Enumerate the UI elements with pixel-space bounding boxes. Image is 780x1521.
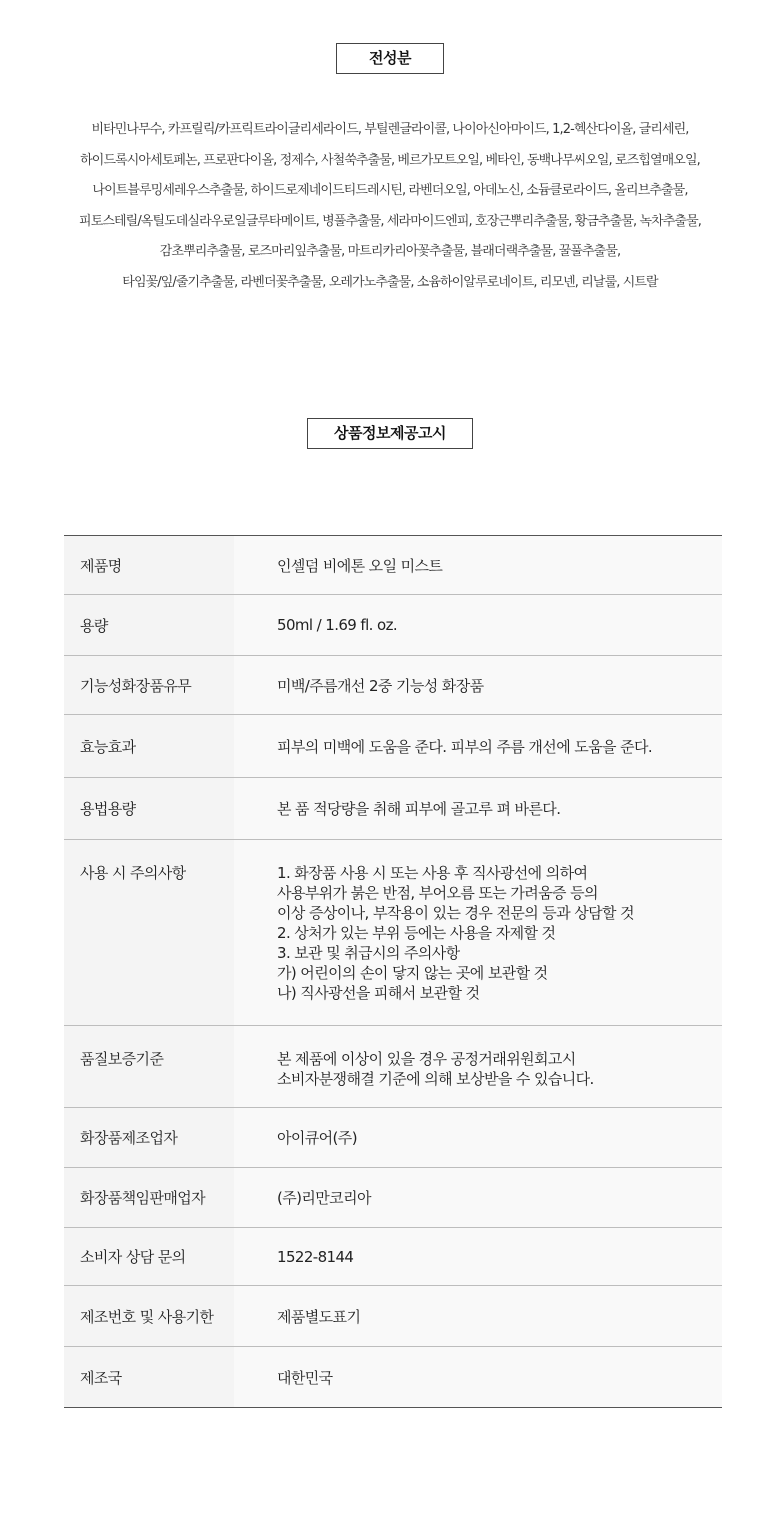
- row-value-line: 3. 보관 및 취급시의 주의사항: [277, 944, 460, 962]
- row-label: 제조국: [64, 1347, 234, 1407]
- row-value-line: 가) 어린이의 손이 닿지 않는 곳에 보관할 것: [277, 964, 548, 982]
- ingredients-line: 하이드록시아세토페논, 프로판다이올, 정제수, 사철쑥추출물, 베르가모트오일, 베타인, 동백나무씨오일, 로즈힙열매오일,: [80, 152, 700, 168]
- row-value-line: 2. 상처가 있는 부위 등에는 사용을 자제할 것: [277, 924, 556, 942]
- ingredients-line: 피토스테릴/옥틸도데실라우로일글루타메이트, 병풀추출물, 세라마이드엔피, 호장근뿌리추출물, 황금추출물, 녹차추출물,: [79, 213, 701, 229]
- row-value: [234, 1026, 722, 1107]
- row-label: 용법용량: [64, 778, 234, 839]
- ingredients-section-title: 전성분: [336, 43, 444, 74]
- table-row: [64, 1168, 722, 1228]
- row-value-line: 사용부위가 붉은 반점, 부어오름 또는 가려움증 등의: [277, 884, 598, 902]
- row-value: [234, 840, 722, 1025]
- table-row: [64, 1026, 722, 1108]
- row-value-line: 이상 증상이나, 부작용이 있는 경우 전문의 등과 상담할 것: [277, 904, 634, 922]
- row-value-line: 소비자분쟁해결 기준에 의해 보상받을 수 있습니다.: [277, 1070, 594, 1088]
- table-row: [64, 1286, 722, 1347]
- row-label: 제조번호 및 사용기한: [64, 1286, 234, 1346]
- ingredients-line: 감초뿌리추출물, 로즈마리잎추출물, 마트리카리아꽃추출물, 블래더랙추출물, 꿀풀추출물,: [159, 244, 621, 259]
- product-info-table: [64, 535, 722, 1408]
- row-value-line: 본 제품에 이상이 있을 경우 공정거래위원회고시: [277, 1050, 576, 1068]
- row-label: 소비자 상담 문의: [64, 1228, 234, 1285]
- table-row: [64, 1347, 722, 1407]
- row-value-line: 1. 화장품 사용 시 또는 사용 후 직사광선에 의하여: [277, 864, 588, 882]
- ingredients-list: [30, 115, 750, 298]
- row-label: 효능효과: [64, 715, 234, 777]
- row-label: 사용 시 주의사항: [64, 840, 234, 1025]
- table-row: [64, 1228, 722, 1286]
- ingredients-line: 나이트블루밍세레우스추출물, 하이드로제네이드티드레시틴, 라벤더오일, 아데노신, 소듐클로라이드, 올리브추출물,: [92, 183, 688, 198]
- table-row: [64, 536, 722, 595]
- row-label: 품질보증기준: [64, 1026, 234, 1107]
- row-value: 대한민국: [234, 1347, 722, 1407]
- table-row: [64, 778, 722, 840]
- row-value: 본 품 적당량을 취해 피부에 골고루 펴 바른다.: [234, 778, 722, 839]
- ingredients-line: 비타민나무수, 카프릴릭/카프릭트라이글리세라이드, 부틸렌글라이콜, 나이아신아마이드, 1,2-헥산다이올, 글리세린,: [91, 122, 689, 137]
- row-label: 기능성화장품유무: [64, 656, 234, 714]
- row-value: (주)리만코리아: [234, 1168, 722, 1227]
- table-row: [64, 656, 722, 715]
- row-label: 용량: [64, 595, 234, 655]
- table-row: [64, 595, 722, 656]
- row-label: 화장품제조업자: [64, 1108, 234, 1167]
- row-value: 50ml / 1.69 fl. oz.: [234, 595, 722, 655]
- row-value: 피부의 미백에 도움을 준다. 피부의 주름 개선에 도움을 준다.: [234, 715, 722, 777]
- table-row: [64, 715, 722, 778]
- row-value: 제품별도표기: [234, 1286, 722, 1346]
- row-label: 화장품책임판매업자: [64, 1168, 234, 1227]
- row-value: 인셀덤 비에톤 오일 미스트: [234, 536, 722, 594]
- table-row: [64, 840, 722, 1026]
- product-notice-title: 상품정보제공고시: [307, 418, 473, 449]
- ingredients-line: 타임꽃/잎/줄기추출물, 라벤더꽃추출물, 오레가노추출물, 소윰하이알루로네이트, 리모넨, 리날룰, 시트랄: [122, 274, 658, 290]
- row-value: 1522-8144: [234, 1228, 722, 1285]
- row-value: 미백/주름개선 2중 기능성 화장품: [234, 656, 722, 714]
- row-label: 제품명: [64, 536, 234, 594]
- row-value: 아이큐어(주): [234, 1108, 722, 1167]
- row-value-line: 나) 직사광선을 피해서 보관할 것: [277, 984, 480, 1002]
- table-row: [64, 1108, 722, 1168]
